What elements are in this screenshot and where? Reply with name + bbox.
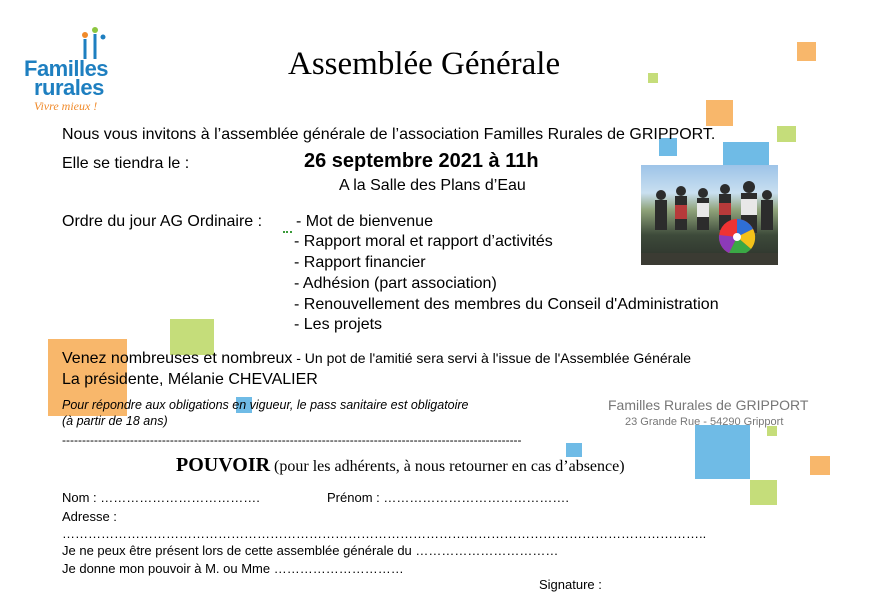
invite-strong: Venez nombreuses et nombreux (62, 350, 293, 367)
intro-text: Nous vous invitons à l’assemblée générale de l’association Familles Rurales de GRIPPORT. (62, 126, 716, 143)
photo-illustration-icon (641, 165, 778, 265)
sanitary-line1: Pour répondre aux obligations en vigueur, le pass sanitaire est obligatoire (62, 398, 469, 412)
nom-field[interactable]: Nom : ………………………………. (62, 490, 260, 505)
proxy-title: POUVOIR (176, 454, 271, 476)
date-label: Elle se tiendra le : (62, 155, 190, 172)
sanitary-line2: (à partir de 18 ans) (62, 414, 168, 428)
deco-square (648, 73, 658, 83)
logo-tagline: Vivre mieux ! (34, 99, 98, 113)
signature-label: Signature : (539, 577, 602, 592)
agenda-item: - Adhésion (part association) (294, 275, 497, 292)
invite-rest: - Un pot de l'amitié sera servi à l'issue de l'Assemblée Générale (292, 350, 692, 366)
agenda-item: - Rapport financier (294, 254, 426, 271)
deco-square (706, 100, 733, 126)
agenda-item: - Renouvellement des membres du Conseil d'Administration (294, 296, 719, 313)
logo-figures-icon (78, 26, 108, 60)
adresse-label: Adresse : (62, 509, 117, 524)
page-title: Assemblée Générale (288, 46, 561, 82)
deco-square (797, 42, 816, 61)
agenda-squiggle (283, 228, 292, 233)
agenda-item: - Mot de bienvenue (296, 213, 433, 230)
agenda-label: Ordre du jour AG Ordinaire : (62, 213, 263, 230)
separator: ------------------------------------------------------------------------------------------------------------------- (62, 433, 522, 447)
proxy-heading (176, 454, 625, 477)
deco-square (750, 480, 777, 505)
logo-line1: Familles (24, 56, 109, 81)
org-name: Familles Rurales de GRIPPORT (608, 397, 809, 413)
president: La présidente, Mélanie CHEVALIER (62, 371, 318, 388)
prenom-field[interactable]: Prénom : ……………………………………. (327, 490, 569, 505)
deco-square (723, 142, 769, 165)
logo (20, 26, 130, 116)
location: A la Salle des Plans d’Eau (339, 177, 526, 194)
present-field[interactable]: Je ne peux être présent lors de cette assemblée générale du …………………………… (62, 543, 559, 558)
invite-text (62, 350, 691, 368)
adresse-field[interactable]: ………………………………………………………………………………………………………………………………….. (62, 526, 707, 541)
proxy-subtitle: (pour les adhérents, à nous retourner en cas d’absence) (270, 458, 625, 475)
date-value: 26 septembre 2021 à 11h (304, 150, 539, 172)
logo-line2: rurales (34, 75, 104, 100)
agenda-item: - Rapport moral et rapport d’activités (294, 233, 553, 250)
donne-field[interactable]: Je donne mon pouvoir à M. ou Mme ………………………… (62, 561, 404, 576)
deco-square (777, 126, 796, 142)
deco-square (810, 456, 830, 475)
org-address: 23 Grande Rue - 54290 Gripport (625, 416, 784, 428)
group-photo (641, 165, 778, 265)
agenda-item: - Les projets (294, 316, 383, 333)
